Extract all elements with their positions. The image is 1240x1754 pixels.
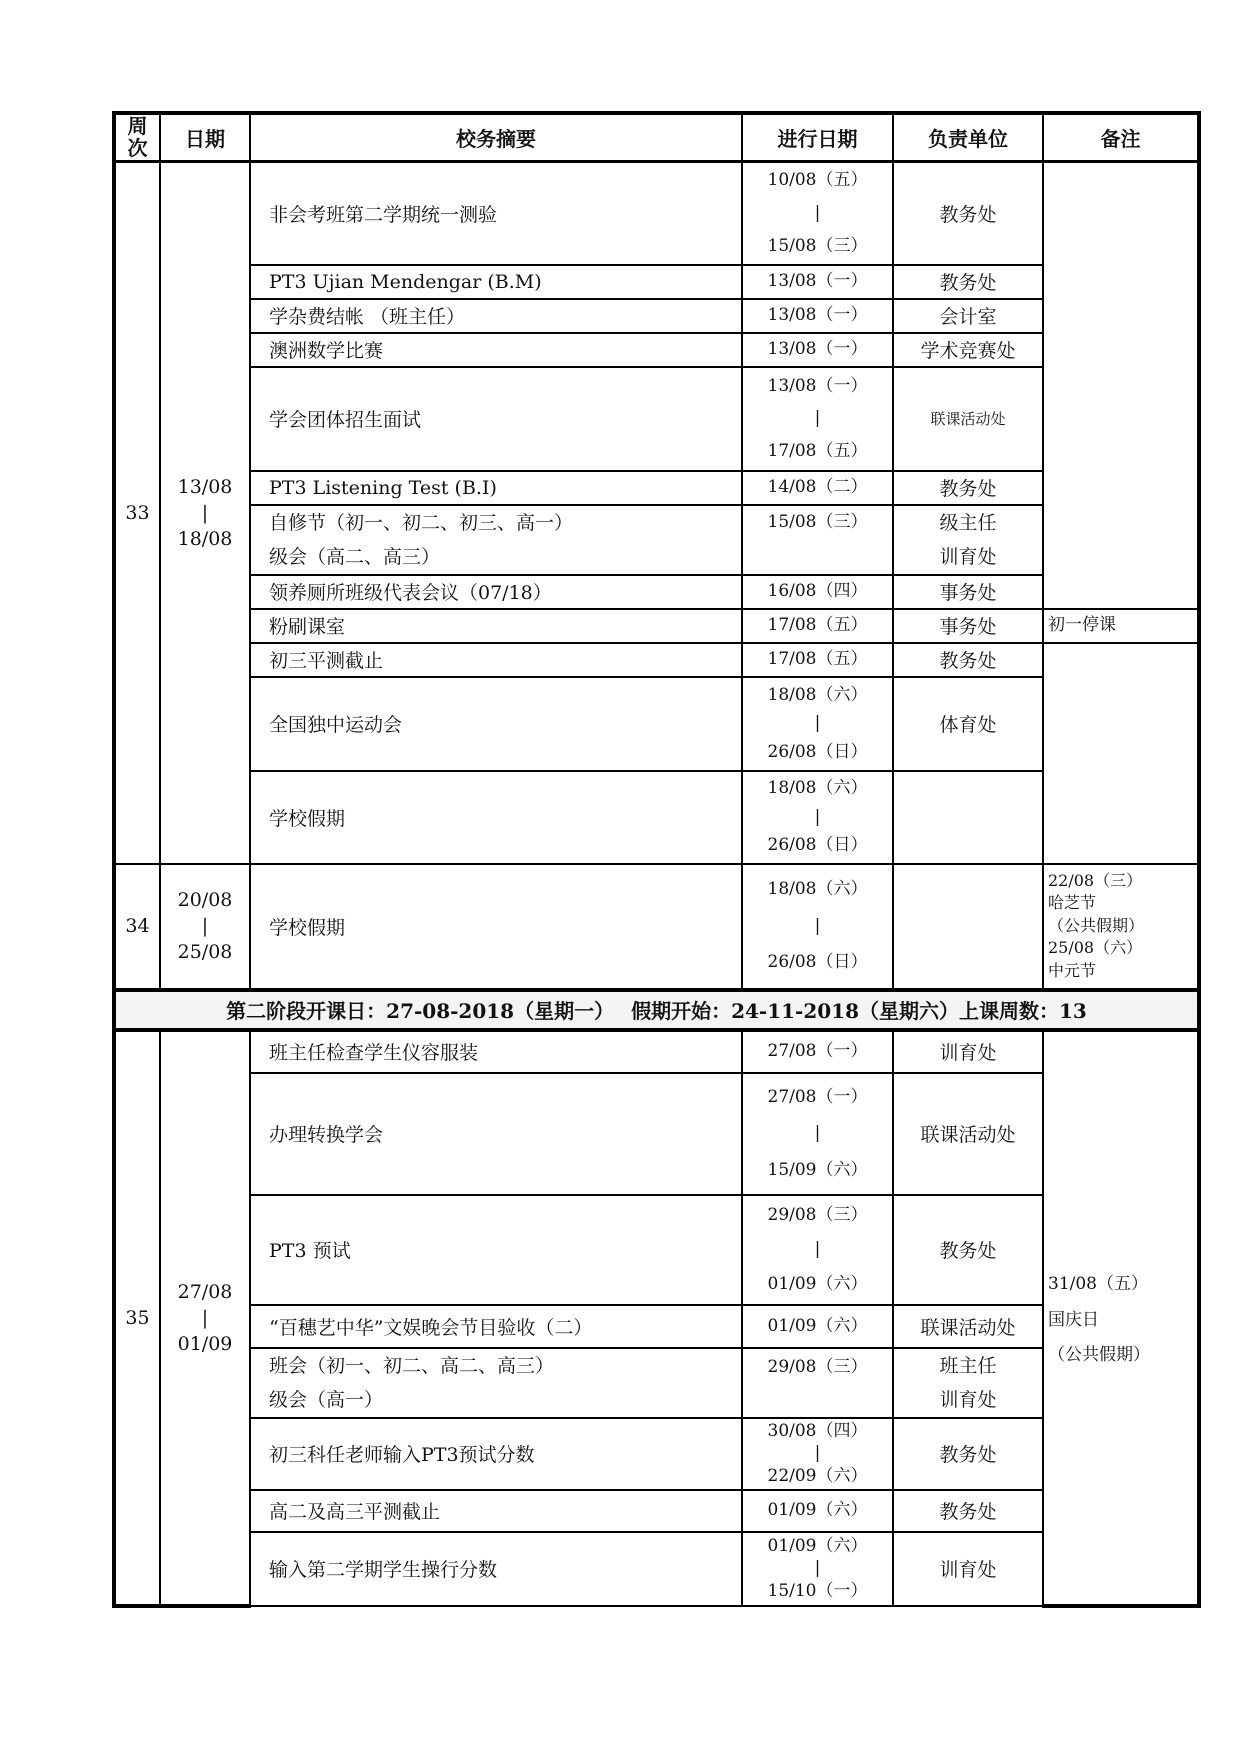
run-date-cell: 14/08（二） xyxy=(742,471,893,505)
unit-cell: 联课活动处 xyxy=(893,367,1043,471)
table-row xyxy=(114,1418,1199,1490)
run-date-cell: 10/08（五） | 15/08（三） xyxy=(742,162,893,265)
table-row xyxy=(114,1532,1199,1606)
table-row xyxy=(114,864,1199,990)
header-run-date: 进行日期 xyxy=(742,113,893,162)
unit-cell: 学术竞赛处 xyxy=(893,333,1043,367)
summary-cell: 学会团体招生面试 xyxy=(250,367,742,471)
table-row xyxy=(114,471,1199,505)
run-date-cell: 27/08（一） xyxy=(742,1030,893,1073)
header-date: 日期 xyxy=(160,113,250,162)
table-row xyxy=(114,1305,1199,1348)
table-row xyxy=(114,575,1199,609)
run-date-cell: 18/08（六） | 26/08（日） xyxy=(742,771,893,864)
run-date-cell: 01/09（六） xyxy=(742,1305,893,1348)
week-date-range: 27/08 | 01/09 xyxy=(160,1030,250,1606)
table-row xyxy=(114,609,1199,643)
table-row xyxy=(114,1195,1199,1305)
unit-cell: 教务处 xyxy=(893,265,1043,299)
note-cell xyxy=(1043,162,1199,609)
run-date-cell: 13/08（一） xyxy=(742,333,893,367)
run-date-cell: 18/08（六） | 26/08（日） xyxy=(742,864,893,990)
header-summary: 校务摘要 xyxy=(250,113,742,162)
summary-cell: 学校假期 xyxy=(250,771,742,864)
summary-cell: 初三科任老师输入PT3预试分数 xyxy=(250,1418,742,1490)
note-cell: 31/08（五） 国庆日 （公共假期） xyxy=(1043,1030,1199,1606)
summary-cell: 学校假期 xyxy=(250,864,742,990)
week-number: 35 xyxy=(114,1030,160,1606)
run-date-cell: 18/08（六） | 26/08（日） xyxy=(742,677,893,771)
table-row xyxy=(114,643,1199,677)
summary-cell: PT3 Ujian Mendengar (B.M) xyxy=(250,265,742,299)
unit-cell: 训育处 xyxy=(893,1030,1043,1073)
table-row xyxy=(114,1348,1199,1418)
summary-cell: 班主任检查学生仪容服装 xyxy=(250,1030,742,1073)
summary-cell: 全国独中运动会 xyxy=(250,677,742,771)
run-date-cell: 13/08（一） xyxy=(742,265,893,299)
table-row xyxy=(114,367,1199,471)
run-date-cell: 29/08（三） | 01/09（六） xyxy=(742,1195,893,1305)
table-row xyxy=(114,1073,1199,1195)
table-row xyxy=(114,677,1199,771)
note-cell: 22/08（三） 哈芝节 （公共假期） 25/08（六） 中元节 xyxy=(1043,864,1199,990)
summary-cell: 办理转换学会 xyxy=(250,1073,742,1195)
summary-cell: 粉刷课室 xyxy=(250,609,742,643)
summary-cell: PT3 Listening Test (B.I) xyxy=(250,471,742,505)
phase-row xyxy=(114,990,1199,1030)
table-row xyxy=(114,1030,1199,1073)
header-note: 备注 xyxy=(1043,113,1199,162)
unit-cell: 教务处 xyxy=(893,471,1043,505)
summary-cell: 自修节（初一、初二、初三、高一） 级会（高二、高三） xyxy=(250,505,742,575)
unit-cell: 教务处 xyxy=(893,1195,1043,1305)
run-date-cell: 27/08（一） | 15/09（六） xyxy=(742,1073,893,1195)
school-calendar-table xyxy=(112,111,1201,1608)
run-date-cell: 01/09（六） xyxy=(742,1490,893,1532)
unit-cell: 事务处 xyxy=(893,575,1043,609)
run-date-cell: 29/08（三） xyxy=(742,1348,893,1418)
run-date-cell: 17/08（五） xyxy=(742,643,893,677)
table-row xyxy=(114,1490,1199,1532)
unit-cell: 班主任 训育处 xyxy=(893,1348,1043,1418)
unit-cell: 体育处 xyxy=(893,677,1043,771)
table-row xyxy=(114,162,1199,265)
unit-cell: 教务处 xyxy=(893,1490,1043,1532)
week-number: 34 xyxy=(114,864,160,990)
unit-cell: 教务处 xyxy=(893,162,1043,265)
unit-cell: 教务处 xyxy=(893,643,1043,677)
summary-cell: 高二及高三平测截止 xyxy=(250,1490,742,1532)
table-row xyxy=(114,771,1199,864)
unit-cell: 事务处 xyxy=(893,609,1043,643)
summary-cell: PT3 预试 xyxy=(250,1195,742,1305)
summary-cell: 初三平测截止 xyxy=(250,643,742,677)
run-date-cell: 17/08（五） xyxy=(742,609,893,643)
run-date-cell: 13/08（一） xyxy=(742,299,893,333)
summary-cell: “百穗艺中华”文娱晚会节目验收（二） xyxy=(250,1305,742,1348)
unit-cell xyxy=(893,864,1043,990)
summary-cell: 学杂费结帐 （班主任） xyxy=(250,299,742,333)
week-number: 33 xyxy=(114,162,160,864)
unit-cell: 教务处 xyxy=(893,1418,1043,1490)
table-row xyxy=(114,265,1199,299)
run-date-cell: 13/08（一） | 17/08（五） xyxy=(742,367,893,471)
table-row xyxy=(114,505,1199,575)
unit-cell xyxy=(893,771,1043,864)
header-row xyxy=(114,113,1199,162)
week-date-range: 20/08 | 25/08 xyxy=(160,864,250,990)
unit-cell: 训育处 xyxy=(893,1532,1043,1606)
summary-cell: 班会（初一、初二、高二、高三） 级会（高一） xyxy=(250,1348,742,1418)
summary-cell: 澳洲数学比赛 xyxy=(250,333,742,367)
header-week: 周次 xyxy=(114,113,160,162)
run-date-cell: 16/08（四） xyxy=(742,575,893,609)
run-date-cell: 30/08（四） | 22/09（六） xyxy=(742,1418,893,1490)
unit-cell: 级主任 训育处 xyxy=(893,505,1043,575)
unit-cell: 联课活动处 xyxy=(893,1073,1043,1195)
summary-cell: 领养厕所班级代表会议（07/18） xyxy=(250,575,742,609)
run-date-cell: 15/08（三） xyxy=(742,505,893,575)
week-date-range: 13/08 | 18/08 xyxy=(160,162,250,864)
summary-cell: 输入第二学期学生操行分数 xyxy=(250,1532,742,1606)
phase-banner: 第二阶段开课日：27-08-2018（星期一） 假期开始：24-11-2018（星期六）上课周数：13 xyxy=(114,990,1199,1030)
note-cell: 初一停课 xyxy=(1043,609,1199,643)
table-row xyxy=(114,333,1199,367)
run-date-cell: 01/09（六） | 15/10（一） xyxy=(742,1532,893,1606)
unit-cell: 会计室 xyxy=(893,299,1043,333)
summary-cell: 非会考班第二学期统一测验 xyxy=(250,162,742,265)
note-cell xyxy=(1043,643,1199,864)
header-unit: 负责单位 xyxy=(893,113,1043,162)
table-row xyxy=(114,299,1199,333)
unit-cell: 联课活动处 xyxy=(893,1305,1043,1348)
